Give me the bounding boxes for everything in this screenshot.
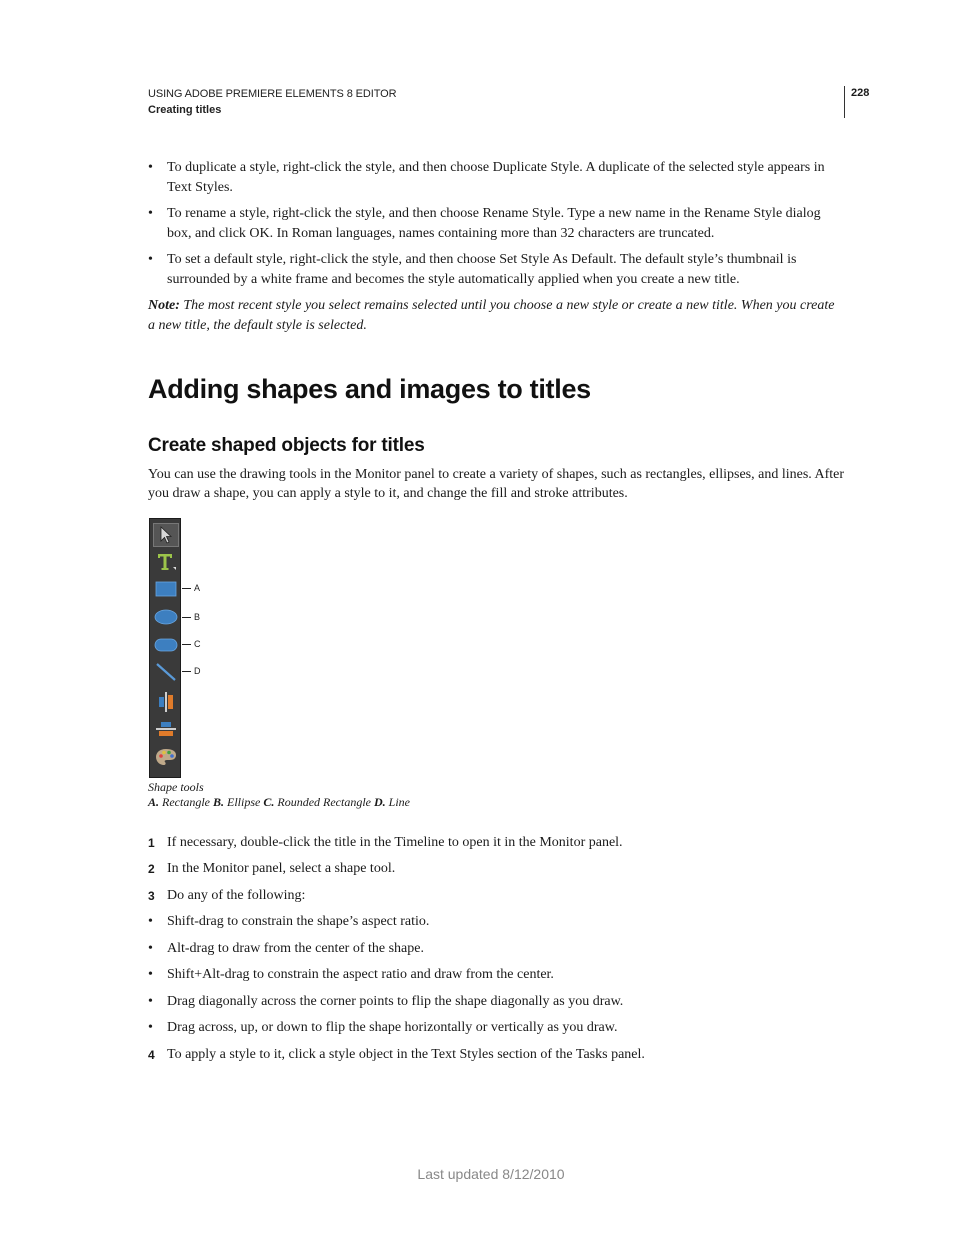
running-header-section: Creating titles	[148, 104, 222, 116]
list-item-text: Shift+Alt-drag to constrain the aspect ratio and draw from the center.	[167, 967, 554, 982]
step-text: To apply a style to it, click a style object in the Text Styles section of the Tasks panel.	[167, 1047, 645, 1062]
callout-line	[182, 588, 191, 589]
step-item	[148, 1045, 840, 1065]
caption-letter: B.	[213, 795, 225, 809]
bullet-mark: •	[148, 914, 153, 929]
callout-label: A	[194, 583, 201, 593]
bullet-mark: •	[148, 941, 153, 956]
step-text: Do any of the following:	[167, 888, 306, 903]
caption-letter: D.	[374, 795, 386, 809]
bullet-mark: •	[148, 967, 153, 982]
list-item	[148, 939, 840, 959]
intro-paragraph: You can use the drawing tools in the Monitor panel to create a variety of shapes, such as rectangles, ellipses, and lines. After you draw a shape, you can apply a style to it, and change the fill and stroke attributes.	[148, 467, 845, 501]
bullet-mark: •	[148, 160, 153, 175]
callout-line	[182, 644, 191, 645]
note-text: The most recent style you select remains selected until you choose a new style or create a new title. When you create a new title, the default style is selected.	[148, 298, 835, 333]
bullet-mark: •	[148, 206, 153, 221]
callout-line	[182, 617, 191, 618]
bullet-mark: •	[148, 252, 153, 267]
step-number: 4	[148, 1048, 155, 1062]
palette-icon[interactable]	[153, 745, 179, 769]
caption-label: Ellipse	[224, 795, 264, 809]
list-item-text: Drag diagonally across the corner points to flip the shape diagonally as you draw.	[167, 994, 624, 1009]
horizontal-center-icon[interactable]	[153, 690, 179, 714]
vertical-center-icon[interactable]	[153, 717, 179, 741]
step-item	[148, 833, 840, 853]
caption-label: Rectangle	[159, 795, 213, 809]
line-tool-icon[interactable]	[153, 660, 179, 684]
list-item	[148, 204, 840, 244]
list-item-text: Shift-drag to constrain the shape’s aspect ratio.	[167, 914, 430, 929]
figure-caption-title: Shape tools	[148, 780, 204, 794]
page-number: 228	[851, 87, 870, 99]
list-item-text: To set a default style, right-click the style, and then choose Set Style As Default. The default style’s thumbnail is surrounded by a white frame and becomes the style automatically applied when you create a new title.	[167, 252, 797, 287]
callout-line	[182, 671, 191, 672]
ellipse-tool-icon[interactable]	[153, 605, 179, 629]
list-item	[148, 992, 840, 1012]
callout-label: D	[194, 666, 201, 676]
caption-letter: A.	[148, 795, 160, 809]
step-number: 3	[148, 889, 155, 903]
step-number: 2	[148, 862, 155, 876]
list-item-text: Alt-drag to draw from the center of the shape.	[167, 941, 424, 956]
list-item	[148, 158, 840, 198]
rounded-rectangle-tool-icon[interactable]	[153, 633, 179, 657]
caption-label: Line	[385, 795, 411, 809]
note-paragraph	[148, 296, 840, 336]
note-label: Note:	[148, 298, 180, 313]
callout-label: B	[194, 612, 201, 622]
step-text: In the Monitor panel, select a shape tool.	[167, 861, 396, 876]
figure-caption-legend	[148, 795, 410, 810]
list-item	[148, 1018, 840, 1038]
list-item	[148, 965, 840, 985]
section-heading: Adding shapes and images to titles	[148, 374, 591, 404]
subsection-heading: Create shaped objects for titles	[148, 435, 425, 456]
step-item	[148, 859, 840, 879]
caption-label: Rounded Rectangle	[274, 795, 374, 809]
header-divider	[844, 86, 845, 118]
bullet-mark: •	[148, 994, 153, 1009]
step-item	[148, 886, 840, 906]
callout-label: C	[194, 639, 201, 649]
rectangle-tool-icon[interactable]	[153, 577, 179, 601]
step-number: 1	[148, 836, 155, 850]
list-item	[148, 912, 840, 932]
step-text: If necessary, double-click the title in the Timeline to open it in the Monitor panel.	[167, 835, 623, 850]
list-item-text: To duplicate a style, right-click the style, and then choose Duplicate Style. A duplicate of the selected style appears in Text Styles.	[167, 160, 825, 195]
type-tool-icon[interactable]	[153, 550, 179, 574]
page-footer: Last updated 8/12/2010	[417, 1166, 565, 1182]
bullet-mark: •	[148, 1020, 153, 1035]
running-header-title: USING ADOBE PREMIERE ELEMENTS 8 EDITOR	[148, 88, 397, 100]
list-item-text: To rename a style, right-click the style, and then choose Rename Style. Type a new name in the Rename Style dialog box, and click OK. In Roman languages, names containing more than 32 characters are truncated.	[167, 206, 821, 241]
list-item	[148, 250, 840, 290]
shape-tools-toolbar	[149, 518, 181, 778]
list-item-text: Drag across, up, or down to flip the shape horizontally or vertically as you draw.	[167, 1020, 618, 1035]
selection-tool-icon[interactable]	[153, 523, 179, 547]
caption-letter: C.	[263, 795, 275, 809]
